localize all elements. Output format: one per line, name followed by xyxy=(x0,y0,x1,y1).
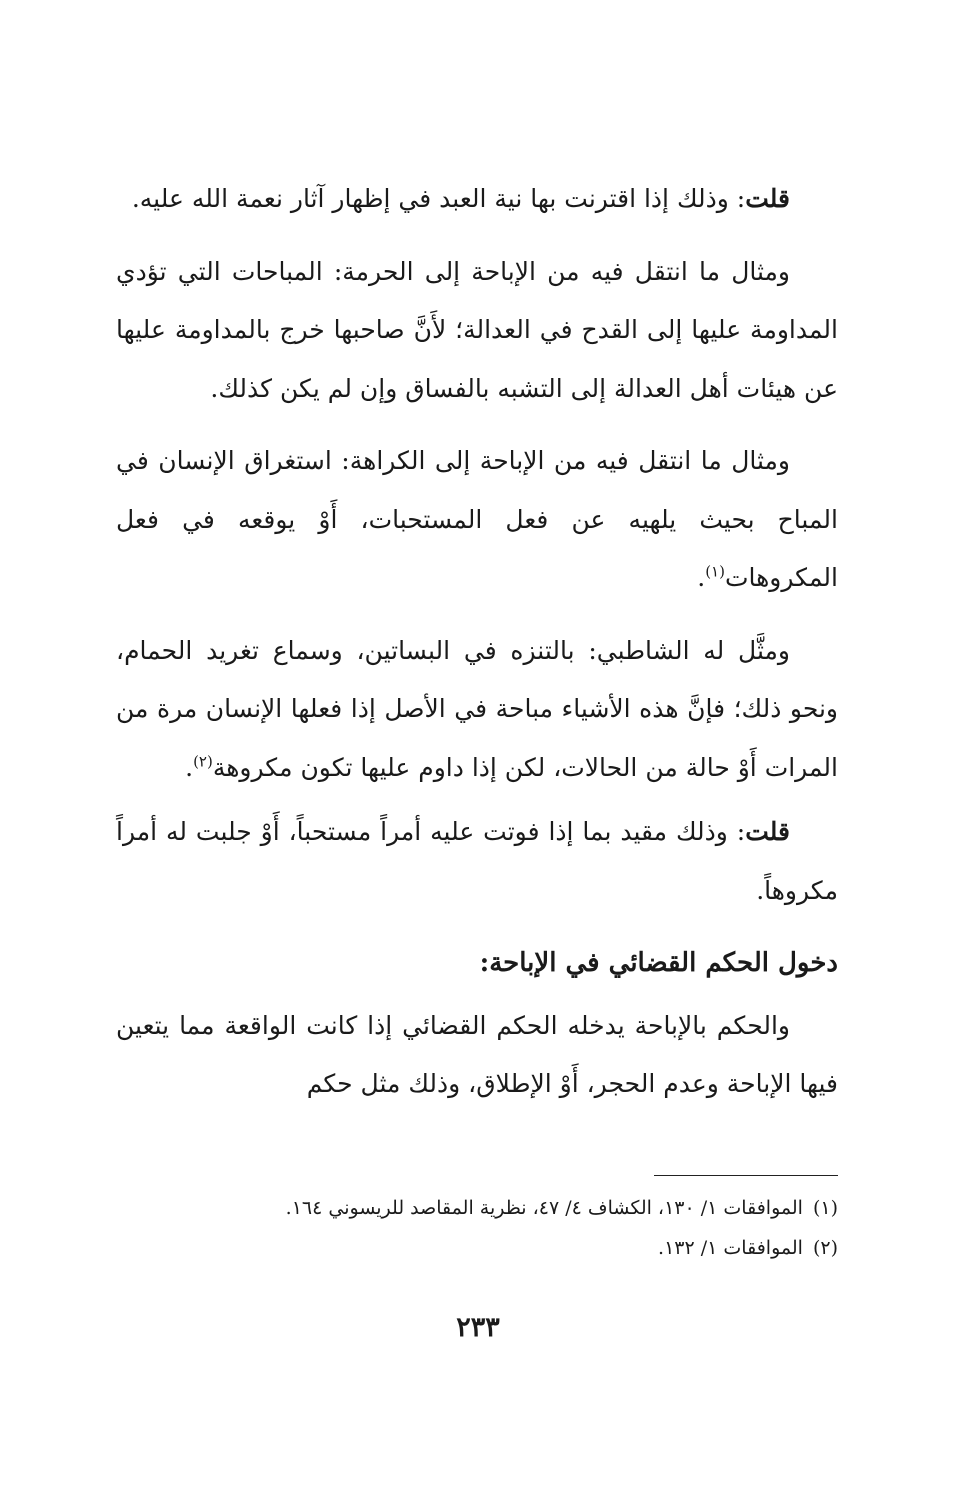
paragraph-text: ومثال ما انتقل فيه من الإباحة إلى الكراهة: استغراق الإنسان في المباح بحيث يلهيه عن فعل المستحبات، أَوْ يوقعه في فعل المكروهات xyxy=(116,446,838,592)
footnote-text: الموافقات ١/ ١٣٠، الكشاف ٤/ ٤٧، نظرية المقاصد للريسوني ١٦٤. xyxy=(285,1197,803,1219)
paragraph-text: : وذلك إذا اقترنت بها نية العبد في إظهار آثار نعمة الله عليه. xyxy=(131,184,746,213)
paragraph-closing: والحكم بالإباحة يدخله الحكم القضائي إذا كانت الواقعة مما يتعين فيها الإباحة وعدم الحجر، أَوْ الإطلاق، وذلك مثل حكم xyxy=(116,1010,838,1098)
footnote-reference: (١) xyxy=(705,562,725,581)
paragraph-text: ومثَّل له الشاطبي: بالتنزه في البساتين، وسماع تغريد الحمام، ونحو ذلك؛ فإنَّ هذه الأشياء مباحة في الأصل إذا فعلها الإنسان مرة من المرات أَوْ حالة من الحالات، لكن إذا داوم عليها تكون مكروهة xyxy=(116,635,838,782)
page-number: ٢٣٣ xyxy=(456,1312,500,1343)
paragraph-text: ومثال ما انتقل فيه من الإباحة إلى الحرمة: المباحات التي تؤدي المداومة عليها إلى القدح في العدالة؛ لأَنَّ صاحبها خرج بالمداومة عليها عن هيئات أهل العدالة إلى التشبه بالفساق وإن لم يكن كذلك. xyxy=(116,256,838,403)
footnote-number: (١) xyxy=(812,1197,838,1219)
footnote-2 xyxy=(116,1228,838,1268)
paragraph-3 xyxy=(116,432,838,608)
paragraph-text: : وذلك مقيد بما إذا فوتت عليه أمراً مستحباً، أَوْ جلبت له أمراً مكروهاً. xyxy=(116,817,838,905)
paragraph-5 xyxy=(116,803,838,920)
section-heading: دخول الحكم القضائي في الإباحة: xyxy=(479,948,838,978)
paragraph-tail: . xyxy=(697,563,706,592)
main-text xyxy=(116,170,838,1128)
paragraph-1 xyxy=(116,170,838,229)
paragraph-tail: . xyxy=(185,752,194,782)
footnote-number: (٢) xyxy=(812,1237,838,1259)
paragraph-lead: قلت xyxy=(745,184,790,213)
footnote-divider xyxy=(654,1175,838,1176)
footnote-reference: (٢) xyxy=(193,752,213,771)
paragraph-lead: قلت xyxy=(745,817,790,846)
footnotes xyxy=(116,1188,838,1268)
paragraph-4 xyxy=(116,622,838,798)
footnote-1 xyxy=(116,1188,838,1228)
footnote-text: الموافقات ١/ ١٣٢. xyxy=(658,1237,803,1259)
paragraph-2 xyxy=(116,243,838,419)
